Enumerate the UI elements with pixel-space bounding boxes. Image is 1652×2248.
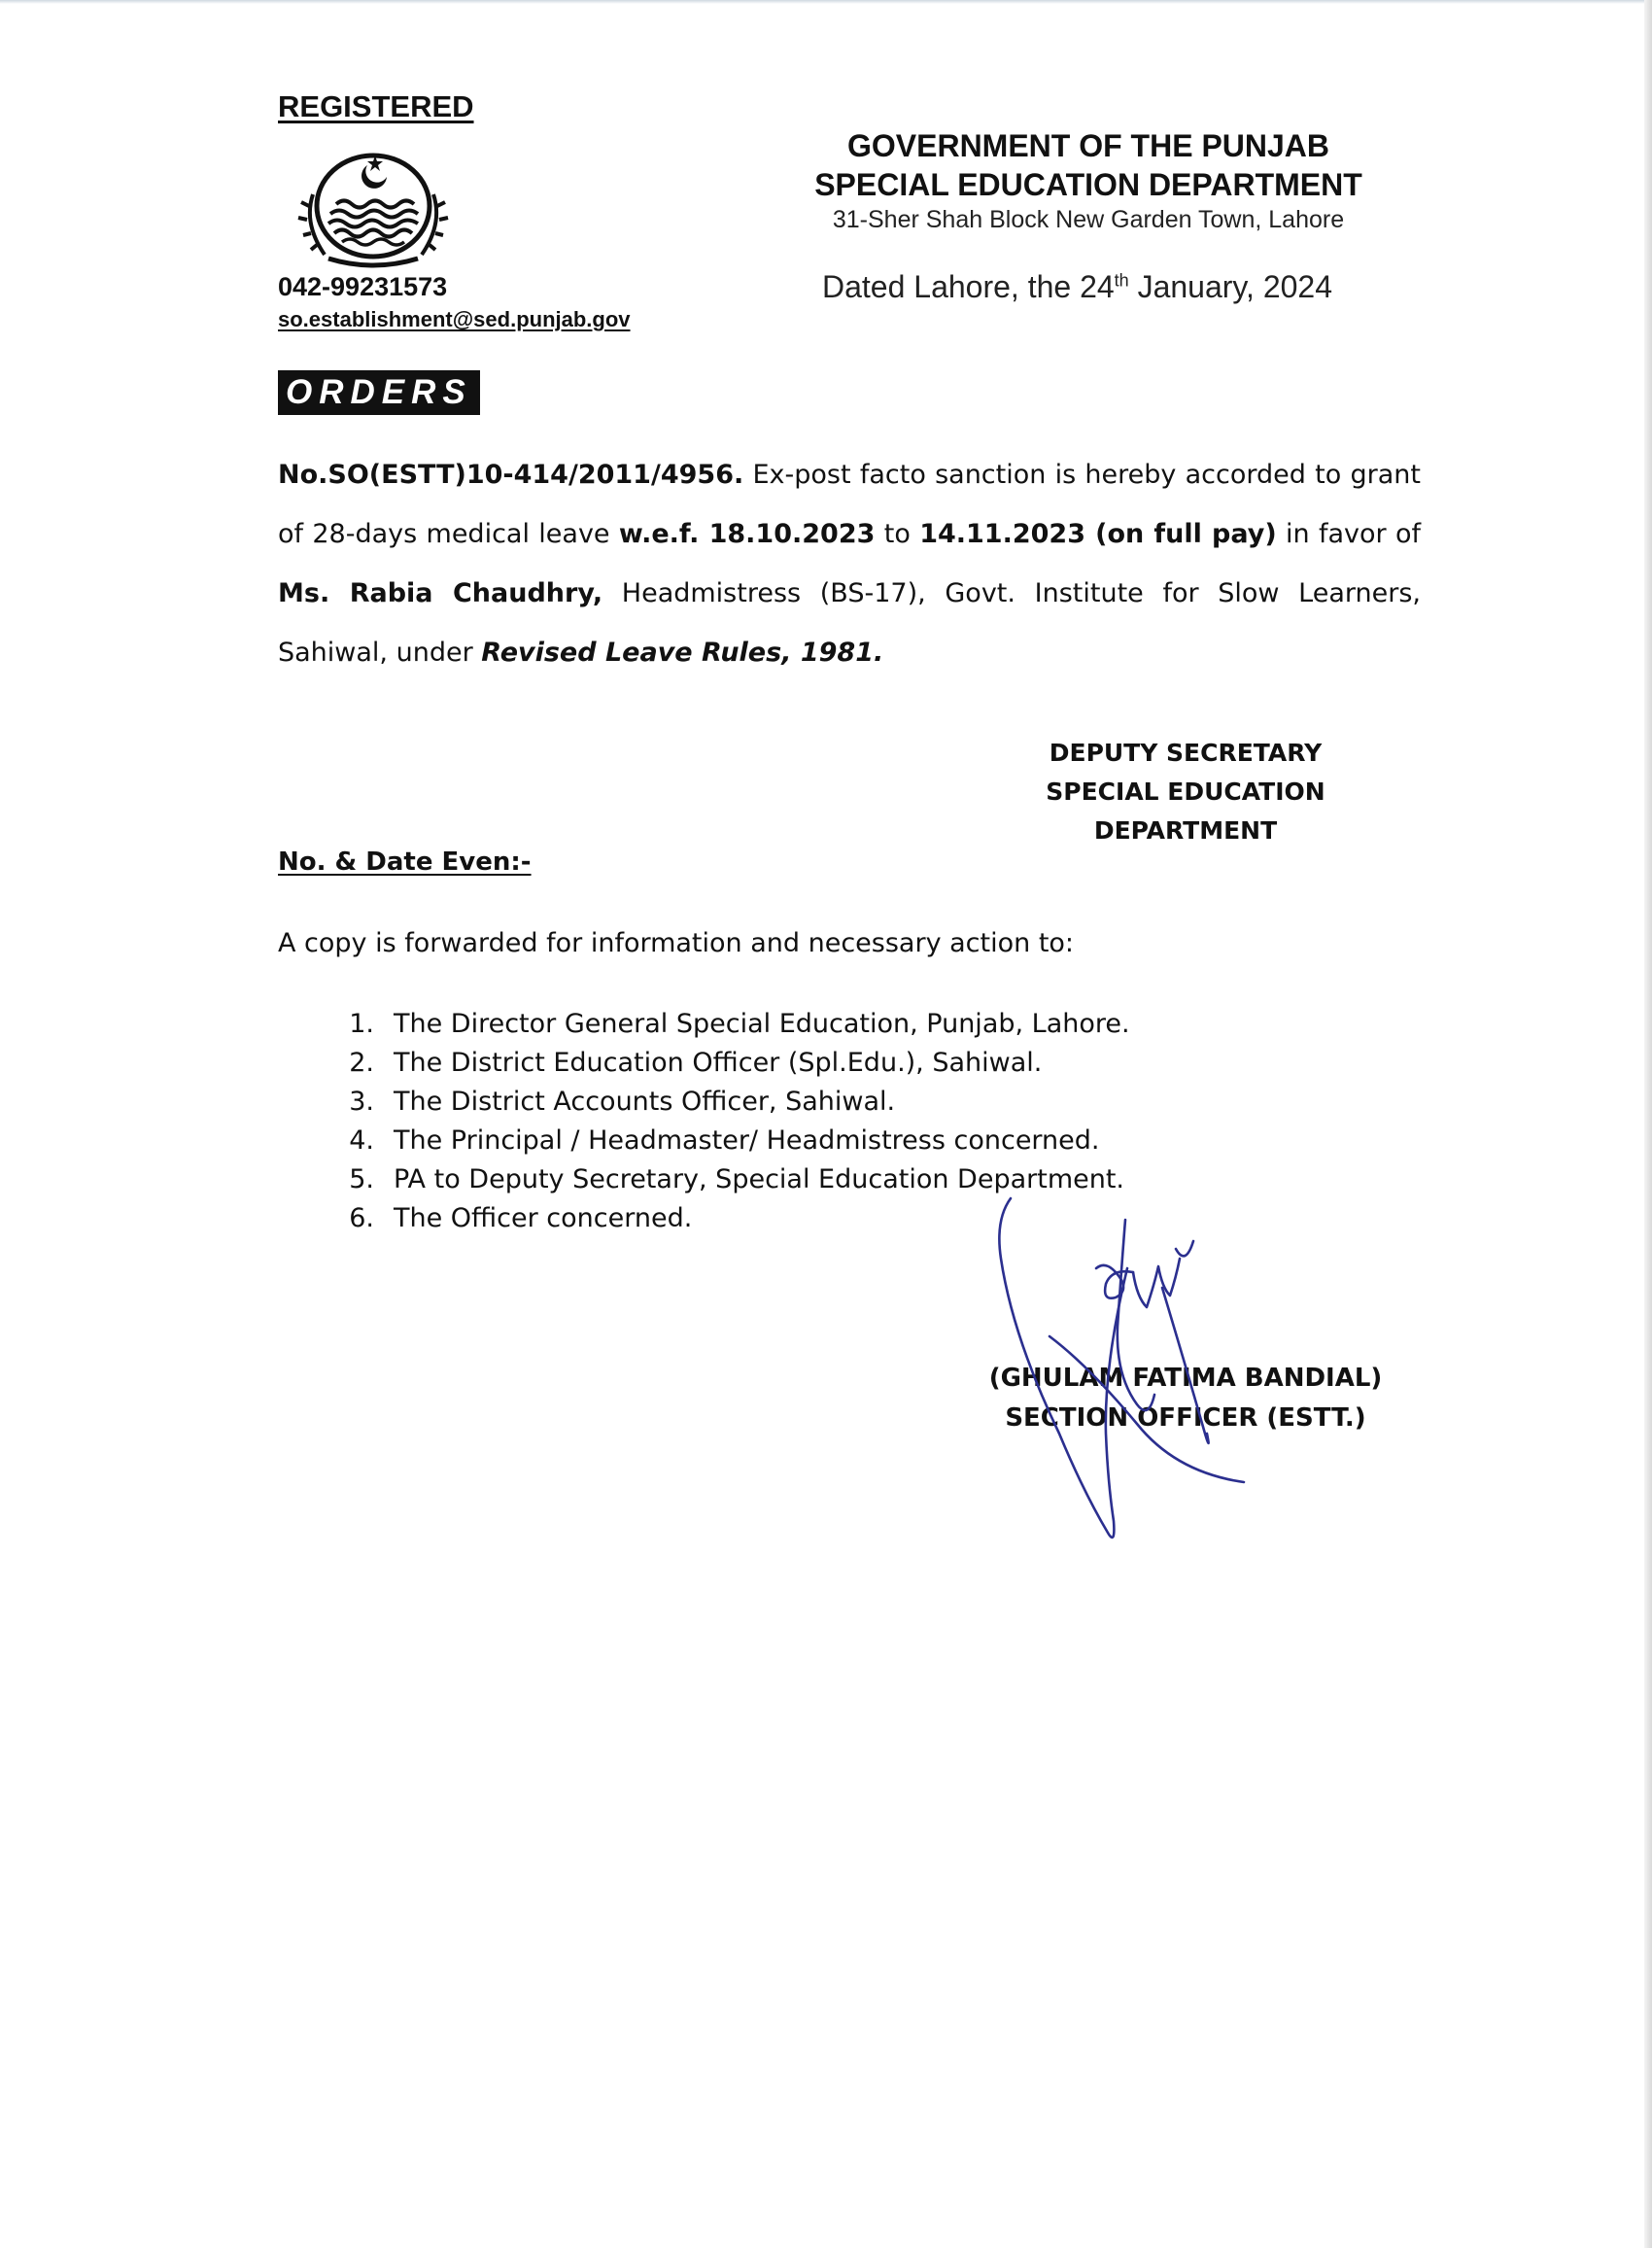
list-item xyxy=(321,1005,1130,1044)
dated-line xyxy=(822,269,1332,305)
order-body xyxy=(278,445,1421,682)
list-item-text: The Officer concerned. xyxy=(394,1203,693,1233)
list-item-number: 1. xyxy=(349,1009,374,1039)
effective-date: w.e.f. 18.10.2023 xyxy=(618,519,876,549)
list-item-text: The District Education Officer (Spl.Edu.), Sahiwal. xyxy=(394,1048,1043,1078)
no-date-even: No. & Date Even:- xyxy=(278,847,532,877)
department-address: 31-Sher Shah Block New Garden Town, Lahore xyxy=(832,206,1345,233)
officer-name: (GHULAM FATIMA BANDIAL) xyxy=(988,1364,1383,1393)
dated-suffix: January, 2024 xyxy=(1128,269,1333,304)
registered-label: REGISTERED xyxy=(278,89,474,123)
copy-forwarded-line: A copy is forwarded for information and necessary action to: xyxy=(278,928,1075,958)
dated-superscript: th xyxy=(1114,270,1129,291)
list-item xyxy=(321,1044,1130,1083)
employee-name: Ms. Rabia Chaudhry, xyxy=(278,578,603,608)
deputy-secretary-line3: DEPARTMENT xyxy=(1093,816,1278,845)
page-edge-top xyxy=(0,0,1652,4)
list-item-number: 6. xyxy=(349,1203,374,1233)
dated-prefix: Dated Lahore, the 24 xyxy=(822,269,1115,304)
body-text-4: Headmistress (BS-17), Govt. Institute for Slow Learners, Sahiwal, under xyxy=(278,578,1421,668)
leave-rules: Revised Leave Rules, 1981. xyxy=(481,638,884,668)
deputy-secretary-block xyxy=(1020,734,1351,850)
punjab-government-emblem-icon xyxy=(286,136,461,272)
deputy-secretary-line2: SPECIAL EDUCATION xyxy=(1046,778,1325,806)
department-title: SPECIAL EDUCATION DEPARTMENT xyxy=(814,167,1362,202)
email-address: so.establishment@sed.punjab.gov xyxy=(278,307,631,331)
list-item-number: 4. xyxy=(349,1125,374,1156)
body-text-1: Ex-post facto sanction is hereby accorded to grant of 28-days medical leave xyxy=(278,460,1421,549)
list-item xyxy=(321,1122,1130,1160)
list-item xyxy=(321,1083,1130,1122)
list-item-number: 2. xyxy=(349,1048,374,1078)
letterhead-header xyxy=(758,126,1419,235)
phone-number: 042-99231573 xyxy=(278,272,448,301)
list-item-number: 3. xyxy=(349,1087,374,1117)
deputy-secretary-line1: DEPUTY SECRETARY xyxy=(1049,739,1323,767)
page-edge-right xyxy=(1644,0,1652,2248)
government-title: GOVERNMENT OF THE PUNJAB xyxy=(846,128,1330,163)
list-item-number: 5. xyxy=(349,1164,374,1194)
end-date: 14.11.2023 (on full pay) xyxy=(919,519,1277,549)
body-text-3: in favor of xyxy=(1276,519,1421,549)
list-item-text: The Director General Special Education, Punjab, Lahore. xyxy=(394,1009,1130,1039)
list-item-text: The Principal / Headmaster/ Headmistress concerned. xyxy=(394,1125,1100,1156)
body-text-2: to xyxy=(875,519,920,549)
list-item-text: The District Accounts Officer, Sahiwal. xyxy=(394,1087,896,1117)
officer-designation: SECTION OFFICER (ESTT.) xyxy=(1005,1403,1366,1433)
orders-heading: ORDERS xyxy=(278,370,480,415)
reference-number: No.SO(ESTT)10-414/2011/4956. xyxy=(278,460,744,490)
list-item-text: PA to Deputy Secretary, Special Education Department. xyxy=(394,1164,1125,1194)
handwritten-signature xyxy=(991,1191,1283,1560)
